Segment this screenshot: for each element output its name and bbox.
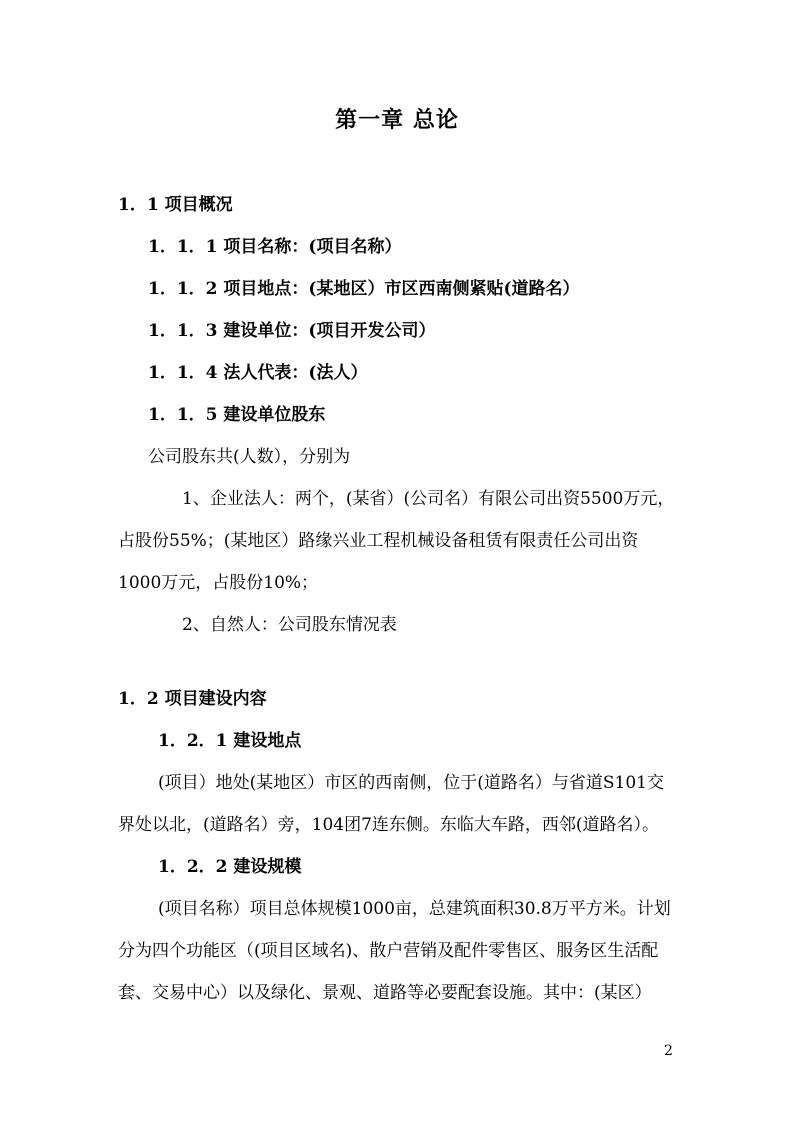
subsection-construction-scale: 1．2．2 建设规模: [158, 857, 302, 877]
section-heading-1-1: 1．1 项目概况: [118, 195, 233, 215]
paragraph-scale-line-1: (项目名称）项目总体规模1000亩，总建筑面积30.8万平方米。计划: [158, 899, 671, 919]
chapter-title: 第一章 总论: [335, 107, 459, 133]
paragraph-natural-person: 2、自然人：公司股东情况表: [182, 615, 397, 635]
paragraph-corporate-line-2: 占股份55%；(某地区）路缘兴业工程机械设备租赁有限责任公司出资: [118, 531, 639, 551]
paragraph-scale-line-2: 分为四个功能区（(项目区域名)、散户营销及配件零售区、服务区生活配: [118, 941, 659, 961]
paragraph-location-line-2: 界处以北，(道路名）旁，104团7连东侧。东临大车路，西邻(道路名）。: [118, 815, 660, 835]
paragraph-scale-line-3: 套、交易中心）以及绿化、景观、道路等必要配套设施。其中：(某区）: [118, 983, 652, 1003]
paragraph-location-line-1: (项目）地处(某地区）市区的西南侧，位于(道路名）与省道S101交: [158, 773, 664, 793]
paragraph-corporate-line-3: 1000万元，占股份10%；: [118, 573, 319, 593]
paragraph-corporate-line-1: 1、企业法人：两个，(某省）(公司名）有限公司出资5500万元，: [182, 489, 675, 509]
shareholders-intro: 公司股东共(人数），分别为: [148, 447, 351, 467]
section-heading-1-2: 1．2 项目建设内容: [118, 689, 267, 709]
subsection-project-location: 1．1．2 项目地点：(某地区）市区西南侧紧贴(道路名）: [148, 279, 580, 299]
subsection-shareholders: 1．1．5 建设单位股东: [148, 405, 326, 425]
subsection-legal-representative: 1．1．4 法人代表：(法人）: [148, 363, 368, 383]
page-number: 2: [664, 1043, 673, 1059]
subsection-construction-site: 1．2．1 建设地点: [158, 731, 302, 751]
subsection-construction-unit: 1．1．3 建设单位：(项目开发公司）: [148, 321, 436, 341]
subsection-project-name: 1．1．1 项目名称：(项目名称）: [148, 237, 402, 257]
